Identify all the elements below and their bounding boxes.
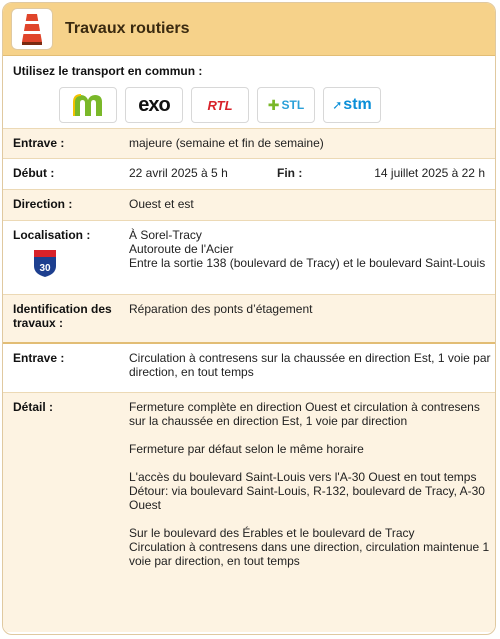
- fin-label: Fin :: [277, 166, 303, 180]
- identification-value: Réparation des ponts d’étagement: [129, 302, 313, 316]
- transit-section: [3, 56, 495, 128]
- direction-value: Ouest et est: [129, 197, 194, 211]
- direction-label: Direction :: [13, 197, 73, 211]
- transit-logo-stl[interactable]: [257, 87, 315, 123]
- detail-label: Détail :: [13, 400, 54, 414]
- entrave-value: majeure (semaine et fin de semaine): [129, 136, 324, 150]
- transit-logo-exo[interactable]: [125, 87, 183, 123]
- dates-row: [3, 158, 495, 189]
- detail-paragraph: Détour: via boulevard Saint-Louis, R-132, boulevard de Tracy, A-30 Ouest: [129, 484, 485, 512]
- page-title: Travaux routiers: [65, 20, 190, 37]
- detail-entrave-value: Circulation à contresens sur la chaussée en direction Est, 1 voie par direction, en tout temps: [129, 351, 491, 379]
- direction-row: [3, 189, 495, 220]
- detail-paragraph: Circulation à contresens dans une direction, circulation maintenue 1 voie par direction, en tout temps: [129, 540, 490, 568]
- traffic-cone-icon: [11, 8, 53, 50]
- highway-shield-icon: [33, 248, 115, 281]
- entrave-row: [3, 128, 495, 158]
- stm-arrow-icon: ➚: [332, 98, 343, 112]
- identification-label: Identification des travaux :: [13, 302, 112, 330]
- detail-section: [3, 342, 495, 632]
- localisation-line: À Sorel-Tracy: [129, 228, 202, 242]
- fin-value: 14 juillet 2025 à 22 h: [374, 166, 485, 180]
- detail-paragraph: Sur le boulevard des Érables et le boulevard de Tracy: [129, 526, 415, 540]
- detail-row: [3, 392, 495, 632]
- transit-logo-rtl[interactable]: [191, 87, 249, 123]
- transit-logo-stm[interactable]: [323, 87, 381, 123]
- exo-logo-text: exo: [138, 93, 170, 116]
- debut-label: Début :: [13, 166, 55, 180]
- dates-values: [125, 159, 495, 189]
- localisation-line: Autoroute de l'Acier: [129, 242, 234, 256]
- localisation-row: [3, 220, 495, 294]
- roadwork-card: [2, 2, 496, 635]
- transit-logos: [59, 87, 485, 123]
- rtl-logo-text: RTL: [207, 97, 233, 113]
- localisation-line: Entre la sortie 138 (boulevard de Tracy) et le boulevard Saint-Louis: [129, 256, 486, 270]
- transit-label: Utilisez le transport en commun :: [13, 64, 203, 78]
- localisation-value: [125, 221, 495, 294]
- detail-value: [125, 393, 495, 632]
- stl-logo-text: STL: [281, 98, 305, 112]
- transit-logo-m[interactable]: [59, 87, 117, 123]
- detail-paragraph: L'accès du boulevard Saint-Louis vers l'A-30 Ouest en tout temps: [129, 470, 477, 484]
- detail-entrave-label: Entrave :: [13, 351, 65, 365]
- card-header: [3, 3, 495, 56]
- stl-plus-icon: ✚: [267, 96, 280, 113]
- entrave-label: Entrave :: [13, 136, 65, 150]
- stm-logo-text: stm: [343, 96, 372, 113]
- debut-value: 22 avril 2025 à 5 h: [129, 166, 228, 180]
- detail-entrave-row: [3, 344, 495, 392]
- detail-paragraph: Fermeture par défaut selon le même horaire: [129, 442, 364, 456]
- localisation-label: Localisation :: [13, 228, 91, 242]
- identification-row: [3, 294, 495, 342]
- localisation-cell: [3, 221, 125, 294]
- route-number: 30: [39, 263, 51, 274]
- detail-paragraph: Fermeture complète en direction Ouest et circulation à contresens sur la chaussée en direction Est, 1 voie par direction: [129, 400, 480, 428]
